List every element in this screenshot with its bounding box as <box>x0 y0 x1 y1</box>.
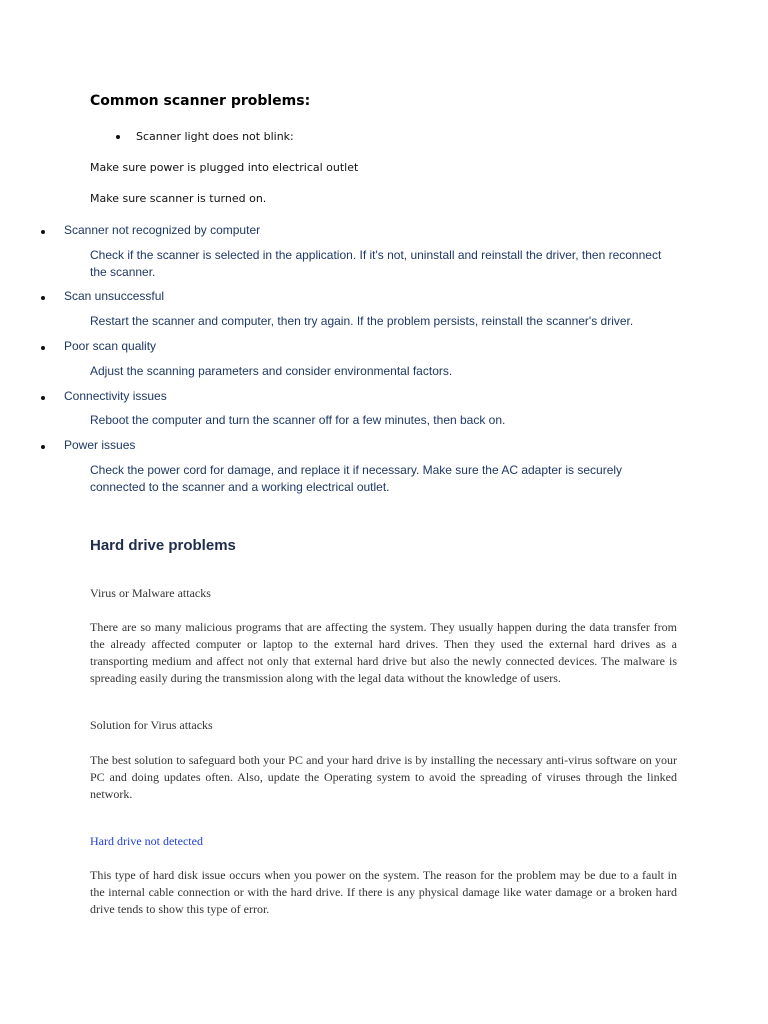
harddrive-body: This type of hard disk issue occurs when you power on the system. The reason for the problem may be due to a fault in the internal cable connection or with the hard drive. If there is any physical damage like water damage or a broken hard drive tends to show this type of error. <box>90 868 677 916</box>
bullet-dot <box>41 230 45 234</box>
scanner-item-title: Scanner not recognized by computer <box>64 223 261 237</box>
scanner-item-detail: Reboot the computer and turn the scanner off for a few minutes, then back on. <box>90 413 506 427</box>
scanner-item-detail: Check if the scanner is selected in the application. If it's not, uninstall and reinstall the driver, then reconnect the scanner. <box>90 248 662 279</box>
scanner-line: Make sure scanner is turned on. <box>90 192 267 205</box>
scanner-item-title: Power issues <box>64 438 136 452</box>
scanner-item-title: Poor scan quality <box>64 339 157 353</box>
scanner-item-title: Connectivity issues <box>64 389 167 403</box>
scanner-item-title: Scan unsuccessful <box>64 289 165 303</box>
bullet-dot <box>116 135 120 139</box>
harddrive-body: The best solution to safeguard both your PC and your hard drive is by installing the necessary anti-virus software on your PC and doing updates often. Also, update the Operating system to avoid the spreading of viruses through the linked network. <box>90 753 677 801</box>
harddrive-heading: Hard drive problems <box>90 537 236 554</box>
scanner-first-bullet: Scanner light does not blink: <box>136 130 294 143</box>
scanner-line: Make sure power is plugged into electrical outlet <box>90 161 359 174</box>
bullet-dot <box>41 396 45 400</box>
harddrive-subheading: Solution for Virus attacks <box>90 718 213 732</box>
scanner-heading: Common scanner problems: <box>90 93 311 109</box>
harddrive-subheading-highlight: Hard drive not detected <box>90 834 203 848</box>
scanner-item-detail: Check the power cord for damage, and replace it if necessary. Make sure the AC adapter is securely connected to the scanner and a working electrical outlet. <box>90 463 623 494</box>
bullet-dot <box>41 445 45 449</box>
harddrive-subheading: Virus or Malware attacks <box>90 586 211 600</box>
bullet-dot <box>41 296 45 300</box>
bullet-dot <box>41 346 45 350</box>
scanner-item-detail: Adjust the scanning parameters and consider environmental factors. <box>90 364 453 378</box>
scanner-item-detail: Restart the scanner and computer, then try again. If the problem persists, reinstall the scanner's driver. <box>90 314 634 328</box>
harddrive-body: There are so many malicious programs that are affecting the system. They usually happen during the data transfer from the already affected computer or laptop to the external hard drives. Then they used the external hard drives as a transporting medium and affect not only that external hard drive but also the newly connected devices. The malware is spreading easily during the transmission along with the legal data without the knowledge of users. <box>90 620 677 685</box>
